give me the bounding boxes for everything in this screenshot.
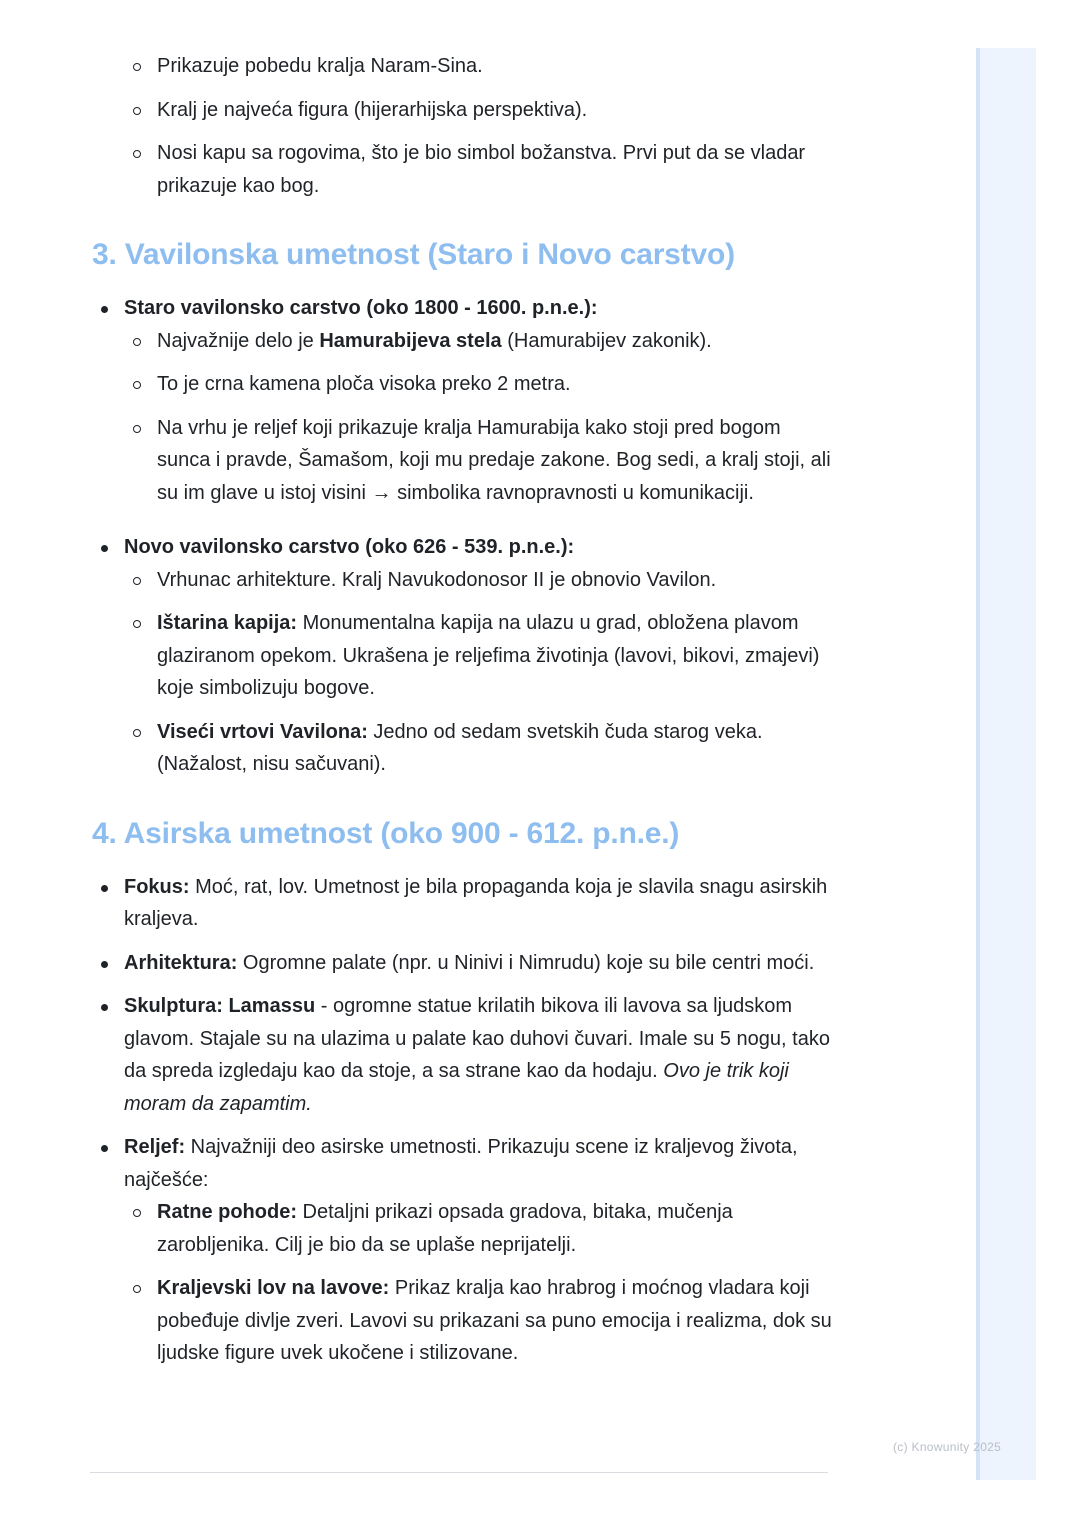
copyright-watermark: (c) Knowunity 2025 [893, 1440, 1002, 1454]
circle-bullet-icon [133, 381, 141, 389]
list-item [92, 531, 832, 564]
item-text: Skulptura: Lamassu - ogromne statue krilatih bikova ili lavova sa ljudskom glavom. Stajale su na ulazima u palate kao duhovi čuvari. Imale su 5 nogu, tako da spreda izgledaju kao da stoje, a sa strane kao da hodaju. Ovo je trik koji moram da zapamtim. [124, 995, 830, 1115]
list-item [92, 94, 832, 127]
side-panel-strip [976, 48, 1036, 1480]
circle-bullet-icon [133, 63, 141, 71]
circle-bullet-icon [133, 729, 141, 737]
item-text: Ratne pohode: Detaljni prikazi opsada gradova, bitaka, mučenja zarobljenika. Cilj je bio da se uplaše neprijatelji. [157, 1201, 733, 1256]
circle-bullet-icon [133, 150, 141, 158]
circle-bullet-icon [133, 1285, 141, 1293]
list-item [92, 50, 832, 83]
item-text: Najvažnije delo je Hamurabijeva stela (Hamurabijev zakonik). [157, 329, 712, 352]
list-item [92, 137, 832, 202]
item-text: Vrhunac arhitekture. Kralj Navukodonosor II je obnovio Vavilon. [157, 568, 717, 591]
item-text: Viseći vrtovi Vavilona: Jedno od sedam svetskih čuda starog veka. (Nažalost, nisu sačuvani). [157, 720, 763, 775]
list-item [92, 368, 832, 401]
item-text: Na vrhu je reljef koji prikazuje kralja Hamurabija kako stoji pred bogom sunca i pravde, Šamašom, koji mu predaje zakone. Bog sedi, a kralj stoji, ali su im glave u istoj visini → simbolika ravnopravnosti u komunikaciji. [157, 416, 831, 504]
list-item [92, 325, 832, 358]
circle-bullet-icon [133, 425, 141, 433]
item-text: Reljef: Najvažniji deo asirske umetnosti. Prikazuju scene iz kraljevog života, najčešće: [124, 1136, 798, 1191]
bullet-icon [101, 545, 108, 552]
circle-bullet-icon [133, 338, 141, 346]
subsection-title: Novo vavilonsko carstvo (oko 626 - 539. p.n.e.): [124, 536, 575, 558]
bullet-icon [101, 1004, 108, 1011]
item-text: Arhitektura: Ogromne palate (npr. u Ninivi i Nimrudu) koje su bile centri moći. [124, 951, 815, 974]
footer-divider [90, 1472, 828, 1473]
circle-bullet-icon [133, 107, 141, 115]
list-item [92, 716, 832, 781]
bullet-icon [101, 885, 108, 892]
bullet-icon [101, 1145, 108, 1152]
list-item [92, 1272, 832, 1370]
list-item [92, 607, 832, 705]
item-text: To je crna kamena ploča visoka preko 2 metra. [157, 373, 571, 395]
document-body [92, 50, 832, 1370]
section-heading: 3. Vavilonska umetnost (Staro i Novo carstvo) [92, 238, 735, 271]
item-text: Fokus: Moć, rat, lov. Umetnost je bila propaganda koja je slavila snagu asirskih kraljeva. [124, 875, 828, 930]
section-heading: 4. Asirska umetnost (oko 900 - 612. p.n.e.) [92, 816, 680, 850]
circle-bullet-icon [133, 620, 141, 628]
bullet-icon [101, 306, 108, 313]
circle-bullet-icon [133, 577, 141, 585]
item-text: Kralj je najveća figura (hijerarhijska perspektiva). [157, 98, 588, 121]
list-item [92, 990, 832, 1120]
item-text: Kraljevski lov na lavove: Prikaz kralja kao hrabrog i moćnog vladara koji pobeđuje divlje zveri. Lavovi su prikazani sa puno emocija i realizma, dok su ljudske figure uvek ukočene i stilizovane. [157, 1277, 832, 1364]
item-text: Ištarina kapija: Monumentalna kapija na ulazu u grad, obložena plavom glaziranom opekom. Ukrašena je reljefima životinja (lavovi, bikovi, zmajevi) koje simbolizuju bogove. [157, 612, 820, 699]
list-item [92, 564, 832, 597]
list-item [92, 947, 832, 980]
list-item [92, 871, 832, 936]
list-item [92, 292, 832, 325]
list-item [92, 1196, 832, 1261]
item-text: Nosi kapu sa rogovima, što je bio simbol božanstva. Prvi put da se vladar prikazuje kao bog. [157, 142, 806, 197]
bullet-icon [101, 961, 108, 968]
list-item [92, 1131, 832, 1196]
list-item [92, 412, 832, 510]
circle-bullet-icon [133, 1209, 141, 1217]
item-text: Prikazuje pobedu kralja Naram-Sina. [157, 55, 483, 77]
subsection-title: Staro vavilonsko carstvo (oko 1800 - 1600. p.n.e.): [124, 297, 598, 319]
